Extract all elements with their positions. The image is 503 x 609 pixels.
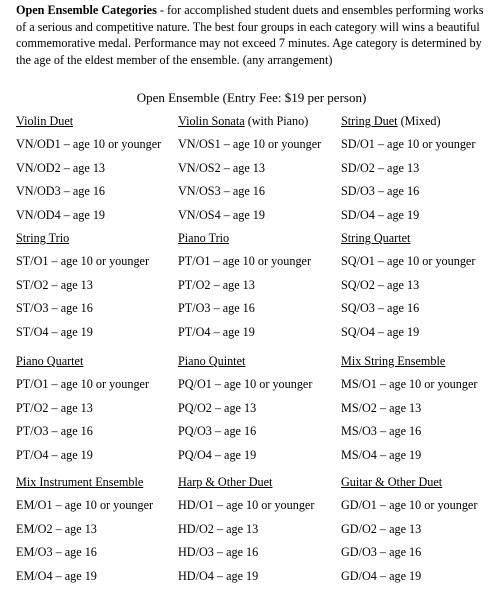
category-code: GD/O1 – age 10 or younger [341, 498, 478, 512]
category-name: Piano Quartet [16, 354, 84, 368]
category-name: Guitar & Other Duet [341, 475, 443, 489]
category-code: ST/O1 – age 10 or younger [16, 254, 150, 268]
category-code: MS/O3 – age 16 [341, 424, 422, 438]
category-code: HD/O1 – age 10 or younger [178, 498, 315, 512]
category-code: HD/O4 – age 19 [178, 568, 259, 583]
category-header [16, 113, 73, 129]
category-code: PQ/O4 – age 19 [178, 447, 257, 462]
category-header [341, 113, 441, 129]
category-code: SQ/O3 – age 16 [341, 301, 420, 315]
category-name: String Quartet [341, 231, 411, 245]
category-name: Piano Trio [178, 231, 230, 245]
category-code: EM/O3 – age 16 [16, 545, 97, 559]
category-entry-row [16, 447, 496, 465]
category-code: VN/OD2 – age 13 [16, 160, 106, 175]
category-header-row [16, 230, 496, 248]
category-header [178, 113, 308, 129]
category-entry-row [16, 423, 496, 441]
category-code: EM/O2 – age 13 [16, 521, 97, 536]
category-code: PQ/O1 – age 10 or younger [178, 377, 313, 391]
category-entry-row [16, 253, 496, 271]
category-code: SD/O1 – age 10 or younger [341, 137, 476, 151]
category-code: PT/O4 – age 19 [178, 324, 255, 339]
intro-heading: Open Ensemble Categories [16, 3, 157, 17]
category-header-row [16, 113, 496, 131]
category-code: PQ/O3 – age 16 [178, 424, 257, 438]
category-header [16, 230, 69, 246]
category-code: MS/O4 – age 19 [341, 447, 422, 462]
category-note: (with Piano) [244, 114, 309, 128]
intro-text: - for accomplished student duets and ensembles performing works of a serious and competitive nature. The best four groups in each category will wins a beautiful commemorative medal. Performance may not exceed 7 minutes. Age category is determined by the age of the eldest member of the ensemble. (any arrangement) [16, 3, 484, 67]
category-entry-row [16, 300, 496, 318]
category-code: SQ/O4 – age 19 [341, 324, 420, 339]
category-code: SQ/O2 – age 13 [341, 277, 420, 292]
category-code: PT/O1 – age 10 or younger [178, 254, 312, 268]
category-name: Mix Instrument Ensemble [16, 475, 144, 489]
category-code: HD/O2 – age 13 [178, 521, 259, 536]
category-code: ST/O2 – age 13 [16, 277, 93, 292]
category-code: GD/O2 – age 13 [341, 521, 422, 536]
section-title: Open Ensemble (Entry Fee: $19 per person) [136, 90, 367, 105]
category-code: PT/O4 – age 19 [16, 447, 93, 462]
category-code: VN/OS3 – age 16 [178, 184, 265, 198]
category-header [341, 230, 410, 246]
category-code: EM/O1 – age 10 or younger [16, 498, 154, 512]
category-code: MS/O2 – age 13 [341, 400, 422, 415]
category-code: PT/O3 – age 16 [16, 424, 93, 438]
category-entry-row [16, 277, 496, 295]
category-code: SD/O2 – age 13 [341, 160, 420, 175]
category-entry-row [16, 497, 496, 515]
category-name: Violin Sonata [178, 114, 245, 128]
category-entry-row [16, 136, 496, 154]
category-code: GD/O4 – age 19 [341, 568, 422, 583]
category-entry-row [16, 544, 496, 562]
intro-paragraph [16, 2, 494, 68]
category-header [16, 353, 83, 369]
category-header [178, 353, 245, 369]
category-code: GD/O3 – age 16 [341, 545, 422, 559]
category-code: SQ/O1 – age 10 or younger [341, 254, 476, 268]
category-entry-row [16, 376, 496, 394]
category-header [341, 353, 445, 369]
category-code: VN/OS1 – age 10 or younger [178, 137, 322, 151]
category-entry-row [16, 183, 496, 201]
category-entry-row [16, 160, 496, 178]
category-code: PT/O2 – age 13 [16, 400, 93, 415]
category-entry-row [16, 568, 496, 586]
category-name: Violin Duet [16, 114, 74, 128]
category-header-row [16, 474, 496, 492]
category-header-row [16, 353, 496, 371]
category-name: Piano Quintet [178, 354, 246, 368]
category-code: VN/OS2 – age 13 [178, 160, 265, 175]
category-code: SD/O4 – age 19 [341, 207, 420, 222]
category-code: PQ/O2 – age 13 [178, 400, 257, 415]
category-code: PT/O3 – age 16 [178, 301, 255, 315]
category-code: PT/O1 – age 10 or younger [16, 377, 150, 391]
category-name: Mix String Ensemble [341, 354, 446, 368]
category-header [178, 474, 272, 490]
category-note: (Mixed) [397, 114, 441, 128]
category-entry-row [16, 400, 496, 418]
category-code: VN/OD1 – age 10 or younger [16, 137, 162, 151]
category-name: Harp & Other Duet [178, 475, 273, 489]
category-name: String Trio [16, 231, 70, 245]
category-entry-row [16, 521, 496, 539]
category-code: VN/OD4 – age 19 [16, 207, 106, 222]
category-name: String Duet [341, 114, 398, 128]
category-code: VN/OD3 – age 16 [16, 184, 106, 198]
category-code: VN/OS4 – age 19 [178, 207, 265, 222]
category-entry-row [16, 207, 496, 225]
category-code: ST/O4 – age 19 [16, 324, 93, 339]
category-header [16, 474, 143, 490]
category-code: EM/O4 – age 19 [16, 568, 97, 583]
category-entry-row [16, 324, 496, 342]
category-code: ST/O3 – age 16 [16, 301, 93, 315]
category-code: HD/O3 – age 16 [178, 545, 259, 559]
category-header [178, 230, 229, 246]
category-header [341, 474, 442, 490]
category-code: MS/O1 – age 10 or younger [341, 377, 478, 391]
category-code: PT/O2 – age 13 [178, 277, 255, 292]
category-code: SD/O3 – age 16 [341, 184, 420, 198]
